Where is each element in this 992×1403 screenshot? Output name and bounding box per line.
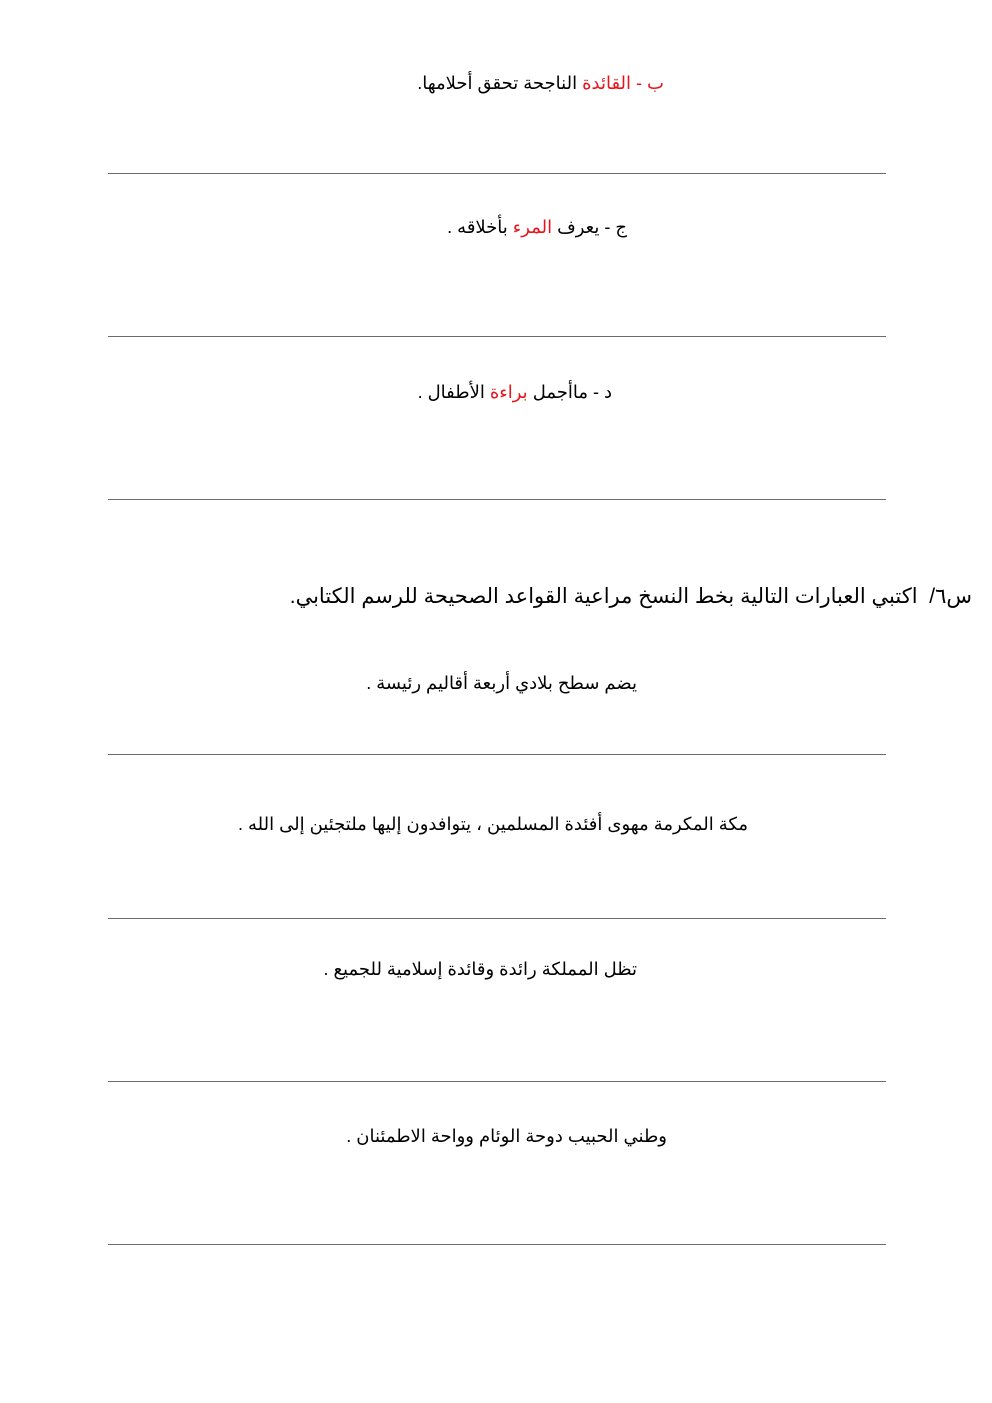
- writing-line-6: [108, 1081, 886, 1082]
- item-b: [417, 72, 664, 94]
- sentence-3: تظل المملكة رائدة وقائدة إسلامية للجميع .: [323, 959, 637, 979]
- item-d-highlight: براءة: [489, 382, 528, 402]
- sentence-2: مكة المكرمة مهوى أفئدة المسلمين ، يتوافدون إليها ملتجئين إلى الله .: [237, 814, 748, 834]
- question-6-number: س٦/: [929, 585, 972, 608]
- item-d-prefix: د - ماأجمل: [527, 382, 612, 402]
- writing-line-4: [108, 754, 886, 755]
- writing-line-7: [108, 1244, 886, 1245]
- item-d-suffix: الأطفال .: [417, 382, 490, 402]
- question-6-instruction: اكتبي العبارات التالية بخط النسخ مراعية القواعد الصحيحة للرسم الكتابي.: [289, 585, 918, 608]
- item-j: [447, 216, 627, 238]
- writing-line-3: [108, 499, 886, 500]
- item-b-highlight: القائدة: [582, 73, 632, 93]
- writing-line-5: [108, 918, 886, 919]
- item-d: [418, 381, 612, 403]
- item-b-prefix: ب -: [631, 73, 664, 93]
- question-6-heading: [290, 584, 972, 610]
- sentence-1: يضم سطح بلادي أربعة أقاليم رئيسة .: [366, 673, 637, 693]
- sentence-4: وطني الحبيب دوحة الوئام وواحة الاطمئنان .: [346, 1126, 667, 1146]
- item-j-suffix: بأخلاقه .: [447, 217, 513, 237]
- writing-line-1: [108, 173, 886, 174]
- item-b-suffix: الناجحة تحقق أحلامها.: [417, 73, 583, 93]
- writing-line-2: [108, 336, 886, 337]
- item-j-prefix: ج - يعرف: [552, 217, 627, 237]
- item-j-highlight: المرء: [512, 217, 553, 237]
